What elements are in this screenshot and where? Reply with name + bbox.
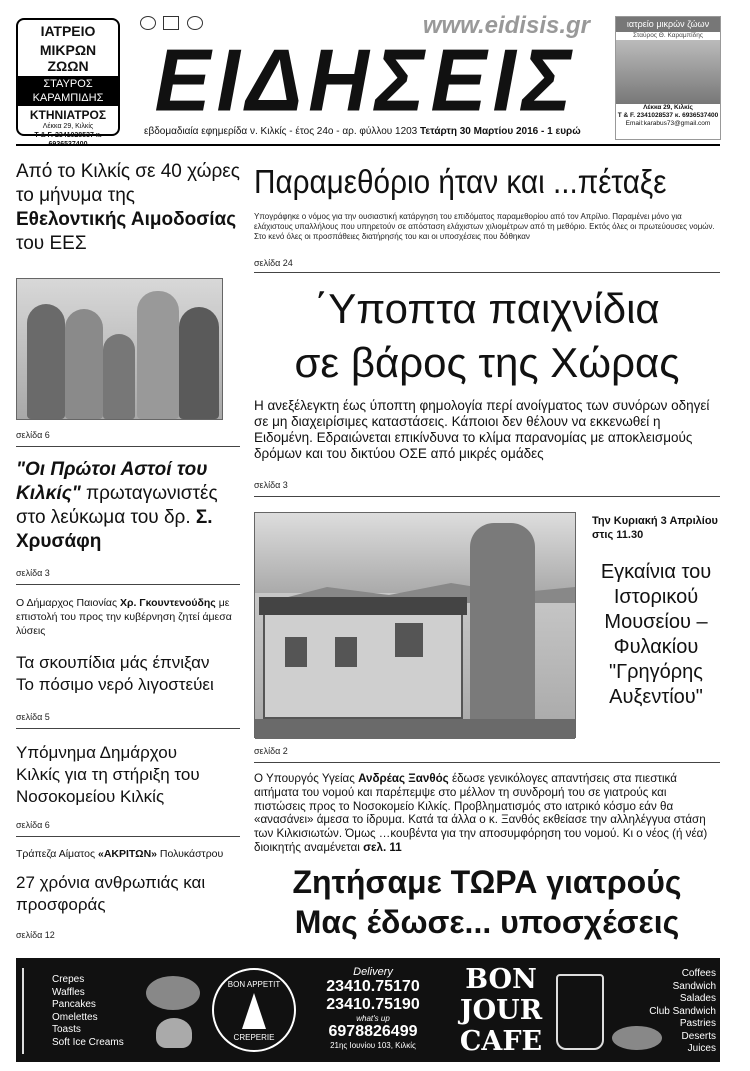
pet-photo xyxy=(616,40,720,104)
menu-item: Coffees xyxy=(681,968,716,979)
headline-hospital[interactable] xyxy=(254,862,720,942)
headline-suspicious-games[interactable] xyxy=(254,282,720,390)
story4-page: σελίδα 6 xyxy=(16,820,50,830)
menu-item: Juices xyxy=(687,1043,716,1054)
whatsapp-label: what's up xyxy=(356,1014,390,1023)
museum-date: Την Κυριακή 3 Απριλίου στις 11.30 xyxy=(592,515,718,541)
masthead-title: ΕΙΔΗΣΕΙΣ xyxy=(154,30,578,130)
story4-text: Υπόμνημα Δημάρχου Κιλκίς για τη στήριξη του Νοσοκομείου Κιλκίς xyxy=(16,743,200,806)
vet-ad-phone: Τ & F. 2341028537 κ. xyxy=(34,132,102,139)
menu-item: Pastries xyxy=(679,1018,716,1029)
museum-photo xyxy=(254,512,576,738)
menu-item: Pancakes xyxy=(52,999,96,1010)
cafe-menu xyxy=(636,968,716,1056)
minister-name: Ανδρέας Ξανθός xyxy=(358,772,449,785)
body-suspicious-games: Η ανεξέλεγκτη έως ύποπτη φημολογία περί ανοίγματος των συνόρων οδηγεί σε μη διαχειρίσιμες καταστάσεις. Κάποιοι δεν θέλουν να εκκενωθεί η Ειδομένη. Εδραιώνεται επικίνδυνα το κλίμα παρανομίας με αποκλεισμούς δρόμων και του δικτύου ΟΣΕ από μικρές ομάδες xyxy=(254,398,710,461)
phone-2[interactable]: 23410.75190 xyxy=(326,996,420,1013)
story-first-citizens[interactable] xyxy=(16,458,240,554)
body-hospital xyxy=(254,772,720,855)
story5-kicker2: Πολυκάστρου xyxy=(159,848,224,860)
street-lamp-icon xyxy=(22,968,36,1054)
headline3-line2: Μας έδωσε... υποσχέσεις xyxy=(294,904,680,940)
story2-text1: πρωταγωνιστές στο λεύκωμα του δρ. xyxy=(16,483,218,528)
volunteers-photo xyxy=(16,278,223,420)
menu-item: Waffles xyxy=(52,986,85,998)
badge-title: BON APPETIT xyxy=(227,980,281,989)
body3-page: σελ. 11 xyxy=(363,840,402,854)
page-suspicious-games: σελίδα 3 xyxy=(254,480,288,490)
story3-kicker xyxy=(16,596,240,638)
body3-text-b: έδωσε γενικόλογες απαντήσεις στα πιεστικά αιτήματα του νομού και παρέπεμψε στο μέλλον τη συνδρομή του σε γιατρούς και πιστώσεις προς το Νοσοκομείο Κιλκίς. Προβληματισμός στο ιατρικό κόσμο εάν θα «ανασάνει» άμεσα το ίδρυμα. Κατά τα άλλα ο κ. Ξανθός εκθείασε την αλληλέγγυα στάση των Κιλκισιωτών. Όμως …κουβέντα για την αποσυμφόρηση του νομού. Κι ο νέος (ή νέα) διοικητής αναμένεται xyxy=(254,772,708,854)
story-blood-bank[interactable] xyxy=(16,872,216,916)
tagline-text: εβδομαδιαία εφημερίδα ν. Κιλκίς - έτος 24ο - αρ. φύλλου 1203 xyxy=(144,126,418,137)
story3-kicker2: με επιστολή του προς την κυβέρνηση ζητεί άμεσα λύσεις xyxy=(16,597,232,637)
menu-item: Sandwich xyxy=(672,980,716,992)
menu-item: Deserts xyxy=(681,1030,716,1042)
story3-line1: Τα σκουπίδια μάς έπνιξαν xyxy=(16,653,210,672)
left-divider-3 xyxy=(16,728,240,729)
story-garbage-water[interactable] xyxy=(16,652,240,696)
site-url[interactable]: www.eidisis.gr xyxy=(422,12,590,39)
vet-ad-line2: ΜΙΚΡΩΝ ΖΩΩΝ xyxy=(39,42,97,74)
story5-kicker1: Τράπεζα Αίματος xyxy=(16,848,96,860)
headline2-line2: σε βάρος της Χώρας xyxy=(294,339,680,386)
phone-1[interactable]: 23410.75170 xyxy=(326,978,420,995)
story1-page: σελίδα 6 xyxy=(16,430,50,440)
menu-item: Omelettes xyxy=(52,1011,98,1023)
brand-line1: BON xyxy=(465,964,537,995)
story1-bold: Εθελοντικής Αιμοδοσίας xyxy=(16,209,237,230)
brand-line2: JOUR xyxy=(459,995,543,1026)
mobile-phone[interactable]: 6978826499 xyxy=(328,1023,418,1040)
story5-page: σελίδα 12 xyxy=(16,930,55,940)
pet-clinic-ad xyxy=(615,16,721,140)
eiffel-tower-icon xyxy=(242,993,266,1029)
story2-bold-italic: "Οι Πρώτοι Αστοί του Κιλκίς" xyxy=(16,459,208,504)
badge-sub: CREPERIE xyxy=(233,1033,275,1042)
story5-kicker-bold: «ΑΚΡΙΤΩΝ» xyxy=(98,848,157,860)
ice-cream-icon xyxy=(156,1018,192,1048)
story3-line2: Το πόσιμο νερό λιγοστεύει xyxy=(16,675,214,694)
story3-kicker1: Ο Δήμαρχος Παιονίας xyxy=(16,597,118,609)
brand-line3: CAFE xyxy=(459,1026,543,1057)
story2-page: σελίδα 3 xyxy=(16,568,50,578)
vet-ad-band1: ΣΤΑΥΡΟΣ xyxy=(43,78,93,90)
body3-text-a: Ο Υπουργός Υγείας xyxy=(254,772,355,785)
page-border-allowance: σελίδα 24 xyxy=(254,258,293,268)
story5-text: 27 χρόνια ανθρωπιάς και προσφοράς xyxy=(16,873,206,914)
left-divider-2 xyxy=(16,584,240,585)
story1-text1: Από το Κιλκίς σε 40 χώρες το μήνυμα της xyxy=(16,161,240,206)
vet-ad-band2: ΚΑΡΑΜΠΙΔΗΣ xyxy=(32,92,104,104)
pet-ad-address: Λέκκα 29, Κιλκίς xyxy=(643,104,693,111)
bon-appetit-badge xyxy=(212,968,296,1052)
pet-ad-email: Email:karabus73@gmail.com xyxy=(625,120,711,127)
crepe-plate-icon xyxy=(146,976,200,1010)
bon-jour-cafe-logo xyxy=(456,964,546,1057)
vet-ad-band xyxy=(18,76,118,106)
vet-ad-address: Λέκκα 29, Κιλκίς xyxy=(42,123,94,130)
pet-ad-phone: Τ & F. 2341028537 κ. 6936537400 xyxy=(617,112,719,119)
bon-jour-cafe-ad[interactable] xyxy=(16,958,720,1062)
left-divider-4 xyxy=(16,836,240,837)
crepe-menu xyxy=(52,974,124,1049)
pet-ad-header: ιατρείο μικρών ζώων xyxy=(616,17,720,32)
pet-ad-name: Σταύρος Θ. Καραμπίδης xyxy=(633,32,703,39)
body-border-allowance: Υπογράφηκε ο νόμος για την ουσιαστική κατάργηση του επιδόματος παραμεθορίου από τον Απρίλιο. Παραμένει μόνο για ελάχιστους υπαλλήλους που υπηρετούν σε απόσταση ελάχιστων χιλιομέτρων από τη μεθόριο. Εκτός όλες οι πρωτεύουσες νομών. Στο κενό όλες οι προσπάθειες διατήρησής του και οι υποσχέσεις που δόθηκαν xyxy=(254,212,715,241)
vet-ad-line3: ΚΤΗΝΙΑΤΡΟΣ xyxy=(29,108,107,122)
issue-date: Τετάρτη 30 Μαρτίου 2016 - 1 ευρώ xyxy=(420,126,581,137)
story3-page: σελίδα 5 xyxy=(16,712,50,722)
story-blood-donation[interactable] xyxy=(16,160,240,256)
menu-item: Salades xyxy=(679,993,716,1004)
menu-item: Club Sandwich xyxy=(649,1005,716,1017)
story3-kicker-bold: Χρ. Γκουντενούδης xyxy=(119,597,216,609)
main-divider-3 xyxy=(254,762,720,763)
partner-logos xyxy=(140,16,230,32)
coffee-cup-icon xyxy=(556,974,604,1050)
story1-text2: του ΕΕΣ xyxy=(16,233,87,254)
left-divider-1 xyxy=(16,446,240,447)
headline3-line1: Ζητήσαμε ΤΩΡΑ γιατρούς xyxy=(292,864,682,900)
menu-item: Crepes xyxy=(52,974,85,985)
menu-item: Toasts xyxy=(52,1024,81,1035)
vet-clinic-ad xyxy=(16,18,120,139)
story-hospital-memo[interactable] xyxy=(16,742,216,808)
page-museum: σελίδα 2 xyxy=(254,746,288,756)
delivery-info xyxy=(308,966,438,1050)
menu-item: Soft Ice Creams xyxy=(52,1036,124,1048)
delivery-label: Delivery xyxy=(353,966,393,978)
museum-title[interactable]: Εγκαίνια του Ιστορικού Μουσείου – Φυλακίου "Γρηγόρης Αυξεντίου" xyxy=(600,561,712,708)
headline2-line1: ΄Υποπτα παιχνίδια xyxy=(314,285,660,332)
masthead-tagline xyxy=(144,126,724,137)
headline-border-allowance[interactable]: Παραμεθόριο ήταν και ...πέταξε xyxy=(254,163,667,200)
story5-kicker xyxy=(16,848,240,860)
masthead-divider xyxy=(16,144,720,146)
main-divider-2 xyxy=(254,496,720,497)
vet-ad-line1: ΙΑΤΡΕΙΟ xyxy=(40,23,96,39)
story2-bold: Σ. Χρυσάφη xyxy=(16,507,213,552)
main-divider-1 xyxy=(254,272,720,273)
shop-address: 21ης Ιουνίου 103, Κιλκίς xyxy=(330,1041,416,1050)
